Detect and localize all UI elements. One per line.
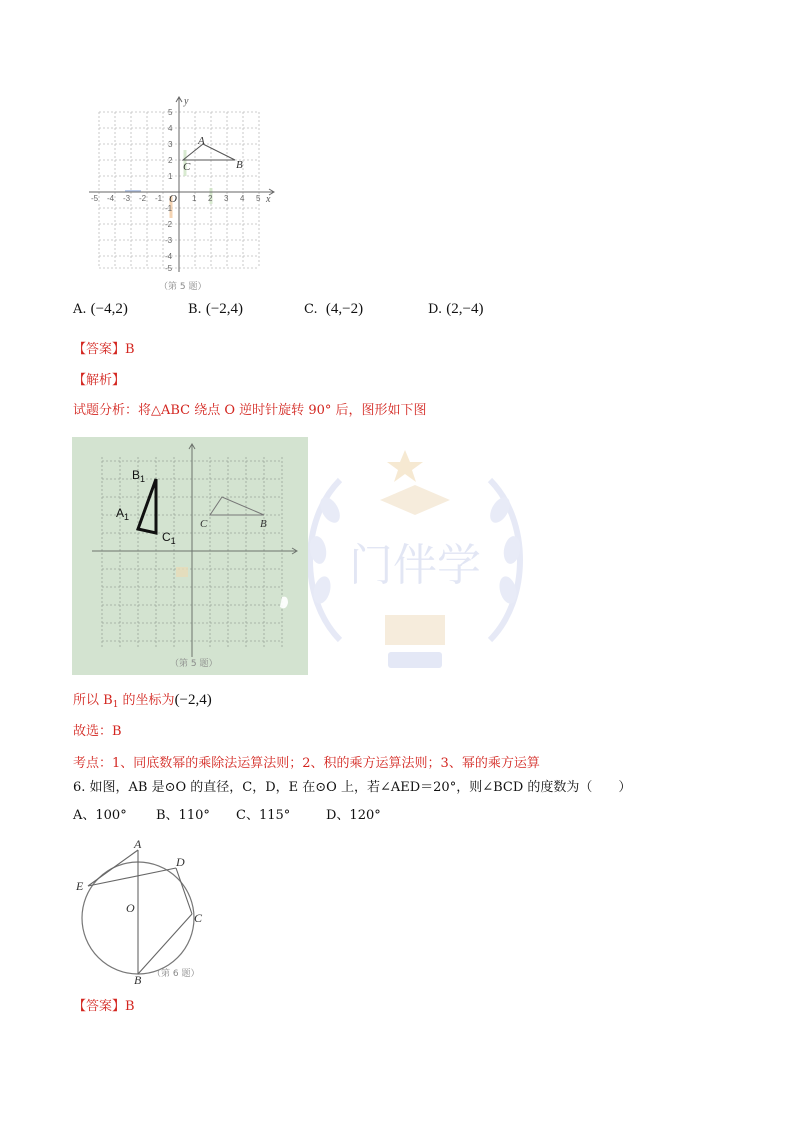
svg-text:-4: -4 bbox=[107, 194, 115, 203]
figure-caption: （第 6 题） bbox=[152, 969, 200, 979]
svg-text:4: 4 bbox=[240, 194, 245, 203]
q5-choice-c: C. (4,−2) bbox=[304, 301, 364, 317]
svg-text:-3: -3 bbox=[165, 236, 173, 245]
svg-text:-5: -5 bbox=[91, 194, 99, 203]
point-c-label: C bbox=[200, 518, 208, 530]
q5-conclusion: 所以 $B_1$ 的坐标为(−2,4) bbox=[73, 692, 212, 710]
q5-choice-b: B. (−2,4) bbox=[188, 301, 244, 317]
q6-choice-a: A、100° bbox=[73, 808, 127, 823]
svg-text:-5: -5 bbox=[165, 264, 173, 273]
svg-text:3: 3 bbox=[168, 140, 173, 149]
circle-label-b: B bbox=[134, 973, 142, 986]
svg-text:2: 2 bbox=[208, 194, 213, 203]
q5-analysis-heading: 【解析】 bbox=[73, 373, 126, 388]
q5-choice-d: D. (2,−4) bbox=[428, 301, 484, 317]
y-axis-label: y bbox=[184, 96, 189, 107]
point-b1-label: $B_1$ bbox=[132, 468, 146, 484]
circle-label-d: D bbox=[176, 855, 185, 869]
circle-label-e: E bbox=[76, 879, 84, 893]
watermark-logo bbox=[300, 440, 530, 690]
point-c-label: C bbox=[183, 161, 191, 173]
y-tick-labels bbox=[165, 108, 173, 273]
svg-text:3: 3 bbox=[224, 194, 229, 203]
svg-text:-2: -2 bbox=[139, 194, 147, 203]
svg-text:-2: -2 bbox=[165, 220, 173, 229]
point-b-label: B bbox=[236, 159, 243, 171]
svg-text:-1: -1 bbox=[165, 204, 173, 213]
svg-text:5: 5 bbox=[256, 194, 261, 203]
q6-choice-d: D、120° bbox=[326, 808, 381, 823]
circle-label-o: O bbox=[126, 901, 135, 915]
svg-text:-3: -3 bbox=[123, 194, 131, 203]
point-a1-label: $A_1$ bbox=[116, 506, 130, 522]
q5-analysis-text: 试题分析：将△ABC 绕点 O 逆时针旋转 90° 后，图形如下图 bbox=[73, 403, 427, 418]
point-a-label: A bbox=[198, 135, 205, 147]
figure-circle bbox=[72, 836, 232, 986]
figure-caption: （第 5 题） bbox=[159, 282, 207, 292]
q6-stem: 6. 如图，AB 是⊙O 的直径，C，D，E 在⊙O 上，若∠AED＝20°，则∠BCD 的度数为（ ） bbox=[73, 780, 632, 795]
svg-text:1: 1 bbox=[168, 172, 173, 181]
svg-text:5: 5 bbox=[168, 108, 173, 117]
circle-label-a: A bbox=[134, 837, 142, 851]
svg-text:2: 2 bbox=[168, 156, 173, 165]
q5-choice-result: 故选：B bbox=[73, 724, 122, 739]
q5-kaodian: 考点：1、同底数幂的乘除法运算法则；2、积的乘方运算法则；3、幂的乘方运算 bbox=[73, 756, 540, 771]
q6-choice-b: B、110° bbox=[156, 808, 210, 823]
x-axis-label: x bbox=[266, 194, 271, 205]
svg-text:1: 1 bbox=[192, 194, 197, 203]
q5-answer: 【答案】B bbox=[73, 342, 135, 357]
q6-choice-c: C、115° bbox=[236, 808, 291, 823]
q5-choice-a: A. (−4,2) bbox=[73, 301, 128, 317]
figure-rotation-result bbox=[72, 437, 308, 675]
circle-label-c: C bbox=[194, 911, 203, 925]
point-c1-label: $C_1$ bbox=[162, 530, 176, 546]
point-b-label: B bbox=[260, 518, 267, 530]
figure-coordinate-grid bbox=[85, 92, 285, 292]
svg-text:-1: -1 bbox=[155, 194, 163, 203]
q6-answer: 【答案】B bbox=[73, 999, 135, 1014]
origin-label: O bbox=[169, 193, 177, 205]
svg-text:4: 4 bbox=[168, 124, 173, 133]
svg-text:门伴学: 门伴学 bbox=[349, 540, 481, 591]
figure-caption: （第 5 题） bbox=[170, 659, 218, 669]
svg-text:-4: -4 bbox=[165, 252, 173, 261]
